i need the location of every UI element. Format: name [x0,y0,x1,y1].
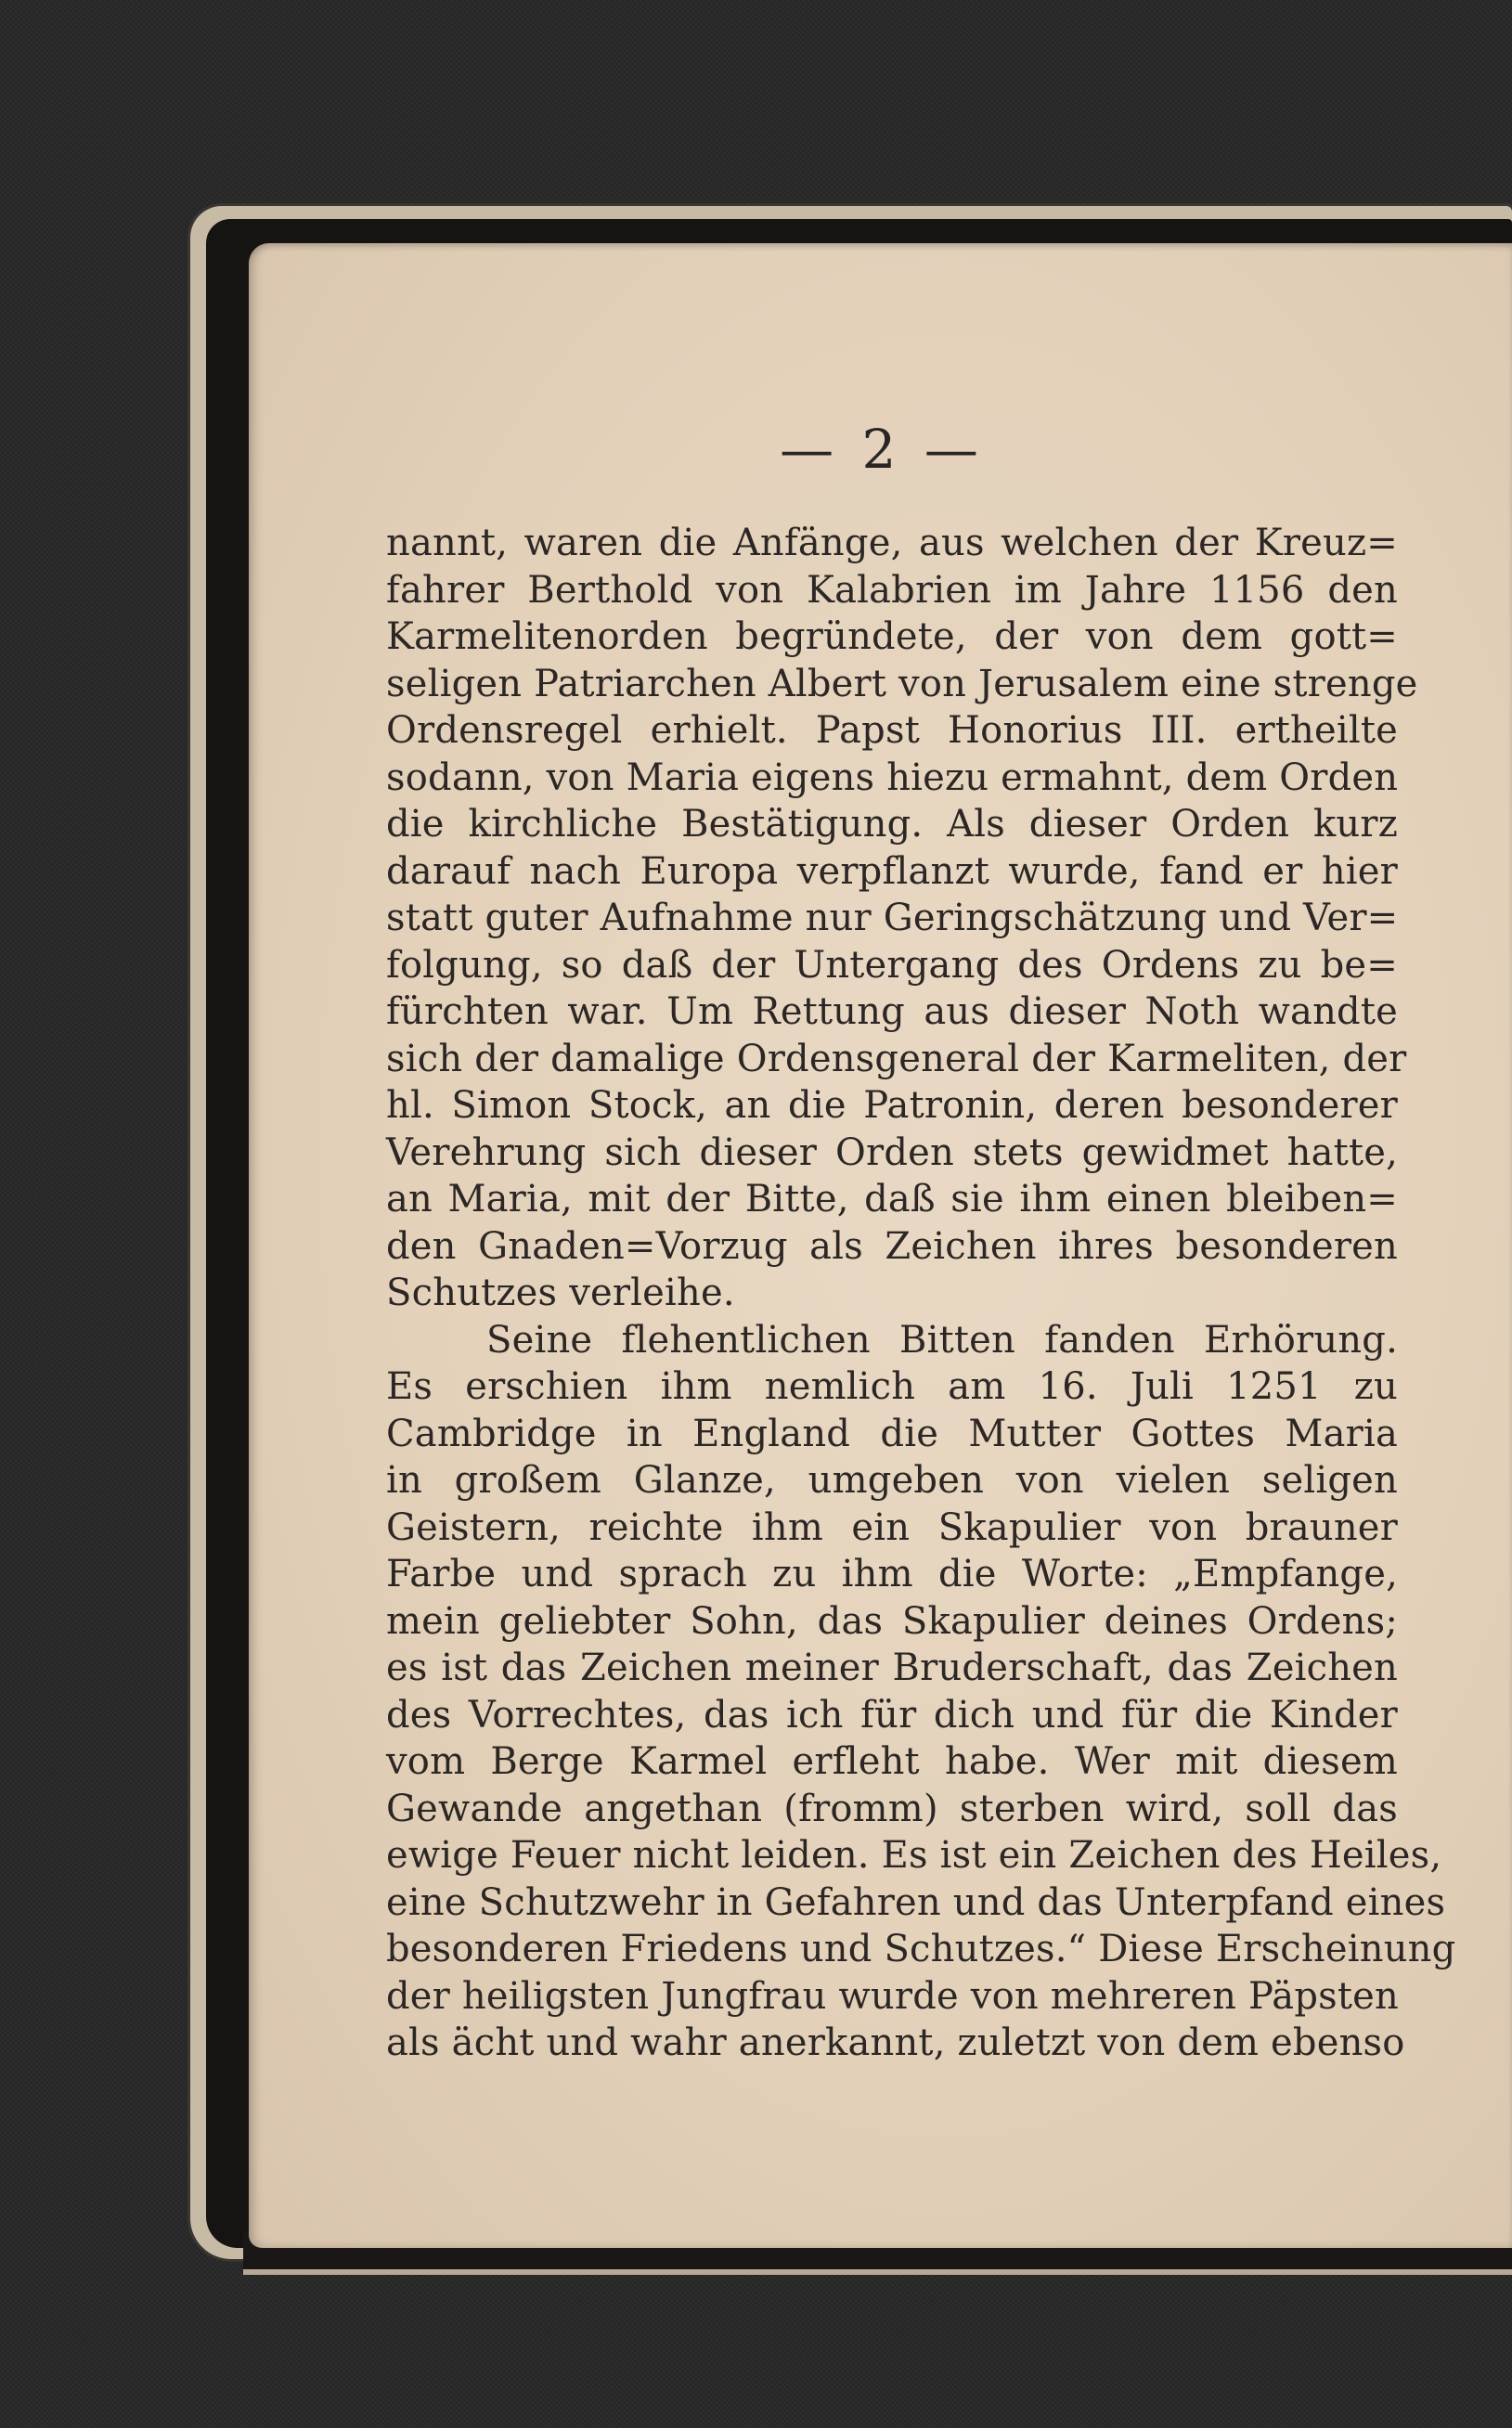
text-line: Gewande angethan (fromm) sterben wird, soll das [386,1787,1398,1830]
text-line: Seine flehentlichen Bitten fanden Erhörung. [486,1318,1398,1362]
text-line: darauf nach Europa verpflanzt wurde, fand er hier [386,849,1398,893]
text-line: den Gnaden=Vorzug als Zeichen ihres besonderen [386,1224,1398,1268]
text-line: der heiligsten Jungfrau wurde von mehreren Päpsten [386,1974,1399,2018]
text-line: Verehrung sich dieser Orden stets gewidmet hatte, [386,1130,1398,1174]
text-line: statt guter Aufnahme nur Geringschätzung und Ver= [386,897,1399,939]
text-line: folgung, so daß der Untergang des Ordens zu be= [386,943,1398,987]
text-line: Farbe und sprach zu ihm die Worte: „Empfange, [386,1553,1398,1595]
page-text [386,520,1456,2067]
text-line: Ordensregel erhielt. Papst Honorius III. ertheilte [386,709,1398,752]
text-line: fürchten war. Um Rettung aus dieser Noth wandte [386,990,1398,1033]
text-line: eine Schutzwehr in Gefahren und das Unterpfand eines [386,1880,1446,1924]
text-line: es ist das Zeichen meiner Bruderschaft, das Zeichen [386,1647,1398,1689]
text-line: Cambridge in England die Mutter Gottes Maria [386,1412,1398,1455]
text-line: hl. Simon Stock, an die Patronin, deren besonderer [386,1084,1398,1127]
text-line: Geistern, reichte ihm ein Skapulier von brauner [386,1505,1398,1549]
text-line: als ächt und wahr anerkannt, zuletzt von dem ebenso [386,2021,1405,2064]
text-line: Karmelitenorden begründete, der von dem gott= [386,615,1398,658]
paragraph-2 [386,1317,1456,2067]
page-number: — 2 — [780,418,984,481]
text-line: in großem Glanze, umgeben von vielen seligen [386,1459,1398,1502]
text-line: sodann, von Maria eigens hiezu ermahnt, dem Orden [386,756,1399,799]
text-line: des Vorrechtes, das ich für dich und für die Kinder [386,1693,1398,1737]
text-line: seligen Patriarchen Albert von Jerusalem eine strenge [386,662,1418,705]
text-line: an Maria, mit der Bitte, daß sie ihm einen bleiben= [386,1178,1398,1220]
text-line: Schutzes verleihe. [386,1272,735,1314]
text-line: mein geliebter Sohn, das Skapulier deines Ordens; [386,1599,1398,1643]
text-line: die kirchliche Bestätigung. Als dieser Orden kurz [386,803,1398,846]
text-line: vom Berge Karmel erfleht habe. Wer mit diesem [386,1740,1398,1783]
text-line: besonderen Friedens und Schutzes.“ Diese Erscheinung [386,1928,1456,1970]
text-line: ewige Feuer nicht leiden. Es ist ein Zeichen des Heiles, [386,1834,1442,1877]
text-line: nannt, waren die Anfänge, aus welchen der Kreuz= [386,522,1398,564]
text-line: Es erschien ihm nemlich am 16. Juli 1251 zu [386,1365,1398,1408]
text-line: fahrer Berthold von Kalabrien im Jahre 1156 den [386,568,1398,612]
paragraph-1 [386,520,1418,1317]
text-line: sich der damalige Ordensgeneral der Karmeliten, der [386,1037,1407,1080]
